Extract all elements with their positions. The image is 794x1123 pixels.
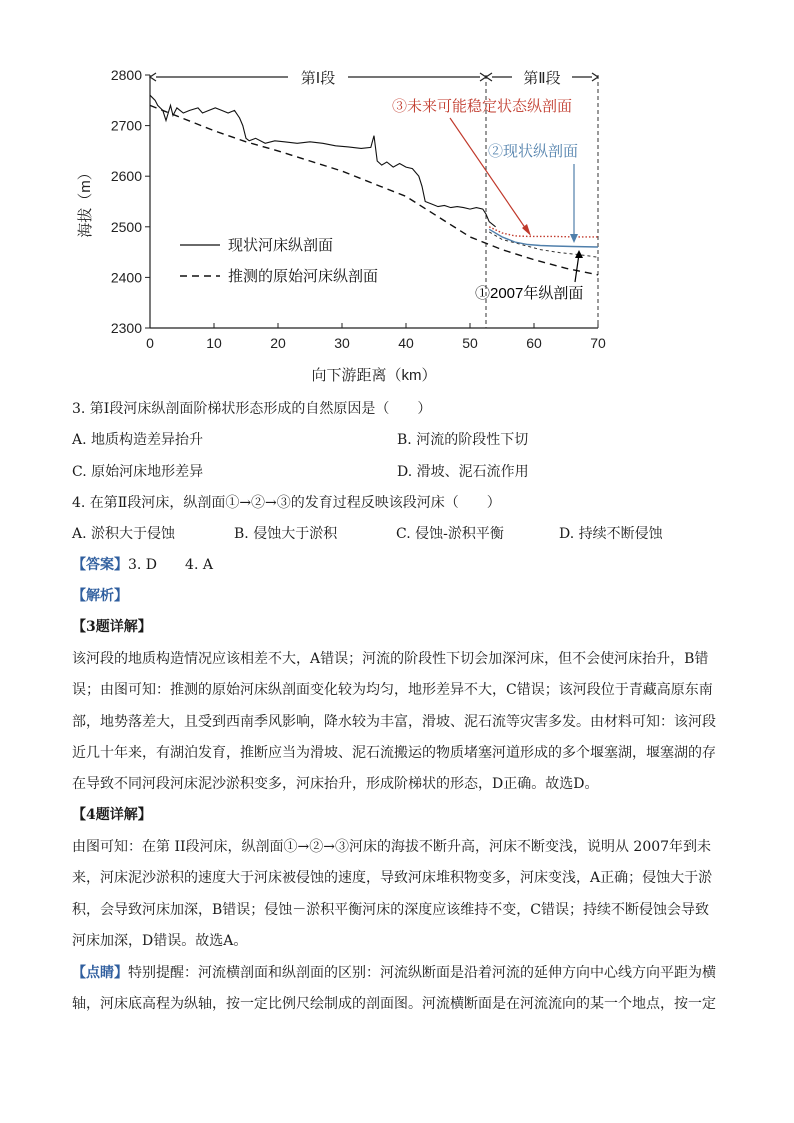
analysis-tag: 【解析】 <box>72 588 128 604</box>
detail-4-header: 【4题详解】 <box>72 807 152 823</box>
river-profile-chart <box>70 58 630 388</box>
x-tick-label: 50 <box>462 335 478 351</box>
detail-4-line: 来，河床泥沙淤积的速度大于河床被侵蚀的速度，导致河床堆积物变多，河床变浅，A正确；侵蚀大于淤 <box>72 870 713 887</box>
y-tick-label: 2600 <box>110 168 142 185</box>
segment-2-label: 第Ⅱ段 <box>523 70 561 87</box>
question-4-option-a: A. 淤积大于侵蚀 <box>72 526 176 542</box>
segment-2-arrow-head-right <box>592 73 598 81</box>
question-3-option-a: A. 地质构造差异抬升 <box>72 432 204 448</box>
y-tick-label: 2700 <box>110 117 142 134</box>
detail-4-line: 积，会导致河床加深，B错误；侵蚀－淤积平衡河床的深度应该维持不变，C错误；持续不断侵蚀会导致 <box>72 901 709 918</box>
tip-tag: 【点睛】 <box>72 965 128 981</box>
y-tick-label: 2400 <box>110 269 142 286</box>
detail-3-line: 误；由图可知：推测的原始河床纵剖面变化较为均匀，地形差异不大，C错误；该河段位于青藏高原东南 <box>72 682 713 699</box>
answer-line <box>72 555 213 575</box>
tip-first-text: 特别提醒：河流横剖面和纵剖面的区别：河流纵断面是沿着河流的延伸方向中心线方向平距为横 <box>128 965 716 981</box>
detail-3-line: 近几十年来，有湖泊发育，推断应当为滑坡、泥石流搬运的物质堵塞河道形成的多个堰塞湖，堰塞湖的存 <box>72 744 716 761</box>
series-line-3 <box>489 229 598 247</box>
y-tick-label: 2800 <box>110 67 142 83</box>
legend-label: 现状河床纵剖面 <box>228 237 334 254</box>
detail-3-line: 在导致不同河段河床泥沙淤积变多，河床抬升，形成阶梯状的形态，D正确。故选D。 <box>72 776 599 793</box>
question-4-stem: 4. 在第Ⅱ段河床，纵剖面①→②→③的发育过程反映该段河床（ ） <box>72 495 501 511</box>
series-line-4 <box>489 227 598 237</box>
question-3-option-c: C. 原始河床地形差异 <box>72 464 204 480</box>
answer-tag: 【答案】 <box>72 557 128 573</box>
detail-3-body <box>72 644 720 800</box>
tip-line: 轴，河床底高程为纵轴，按一定比例尺绘制成的剖面图。河流横断面是在河流流向的某一个地点，按一定 <box>72 996 716 1013</box>
y-tick-label: 2500 <box>110 218 142 235</box>
detail-4-line: 由图可知：在第 II段河床，纵剖面①→②→③河床的海拔不断升高，河床不断变浅，说明从 2007年到未 <box>72 839 712 855</box>
y-tick-label: 2300 <box>110 320 142 336</box>
segment-2-arrow-head-left <box>486 73 492 81</box>
tip-body <box>72 958 720 1021</box>
question-4-option-c: C. 侵蚀-淤积平衡 <box>396 526 504 542</box>
detail-3-line: 该河段的地质构造情况应该相差不大，A错误；河流的阶段性下切会加深河床，但不会使河床抬升，B错 <box>72 651 709 667</box>
annotation-2007-pointer <box>575 254 579 282</box>
y-axis-title: 海拔（m） <box>77 165 94 238</box>
answer-text: 3. D 4. A <box>128 557 213 573</box>
question-4-option-b: B. 侵蚀大于淤积 <box>234 526 338 542</box>
question-3-option-d: D. 滑坡、泥石流作用 <box>397 464 529 480</box>
series-line-1 <box>150 105 598 275</box>
x-axis-title: 向下游距离（km） <box>311 367 437 384</box>
annotation-2007-profile: ①2007年纵剖面 <box>475 285 584 302</box>
segment-1-label: 第Ⅰ段 <box>300 70 336 87</box>
segment-1-arrow-head-left <box>150 73 156 81</box>
detail-4-body <box>72 832 720 957</box>
annotation-future-pointer <box>450 118 528 232</box>
x-tick-label: 40 <box>398 335 414 351</box>
annotation-current-profile: ②现状纵剖面 <box>488 143 579 160</box>
detail-3-header: 【3题详解】 <box>72 619 152 635</box>
x-tick-label: 0 <box>146 335 154 351</box>
question-3-stem: 3. 第Ⅰ段河床纵剖面阶梯状形态形成的自然原因是（ ） <box>72 401 432 417</box>
detail-4-line: 河床加深，D错误。故选A。 <box>72 932 248 949</box>
chart-canvas <box>70 58 630 388</box>
annotation-current-arrowhead <box>570 234 578 243</box>
x-tick-label: 30 <box>334 335 350 351</box>
series-line-2 <box>489 232 598 257</box>
tip-line-first <box>72 958 720 989</box>
annotation-future-profile: ③未来可能稳定状态纵剖面 <box>392 98 573 115</box>
x-tick-label: 60 <box>526 335 542 351</box>
x-tick-label: 70 <box>590 335 606 351</box>
question-3-option-b: B. 河流的阶段性下切 <box>397 432 529 448</box>
x-tick-label: 20 <box>270 335 286 351</box>
detail-3-line: 部，地势落差大，且受到西南季风影响，降水较为丰富，滑坡、泥石流等灾害多发。由材料可知：该河段 <box>72 713 716 730</box>
legend-label: 推测的原始河床纵剖面 <box>228 268 379 285</box>
x-tick-label: 10 <box>206 335 222 351</box>
question-4-option-d: D. 持续不断侵蚀 <box>559 526 663 542</box>
